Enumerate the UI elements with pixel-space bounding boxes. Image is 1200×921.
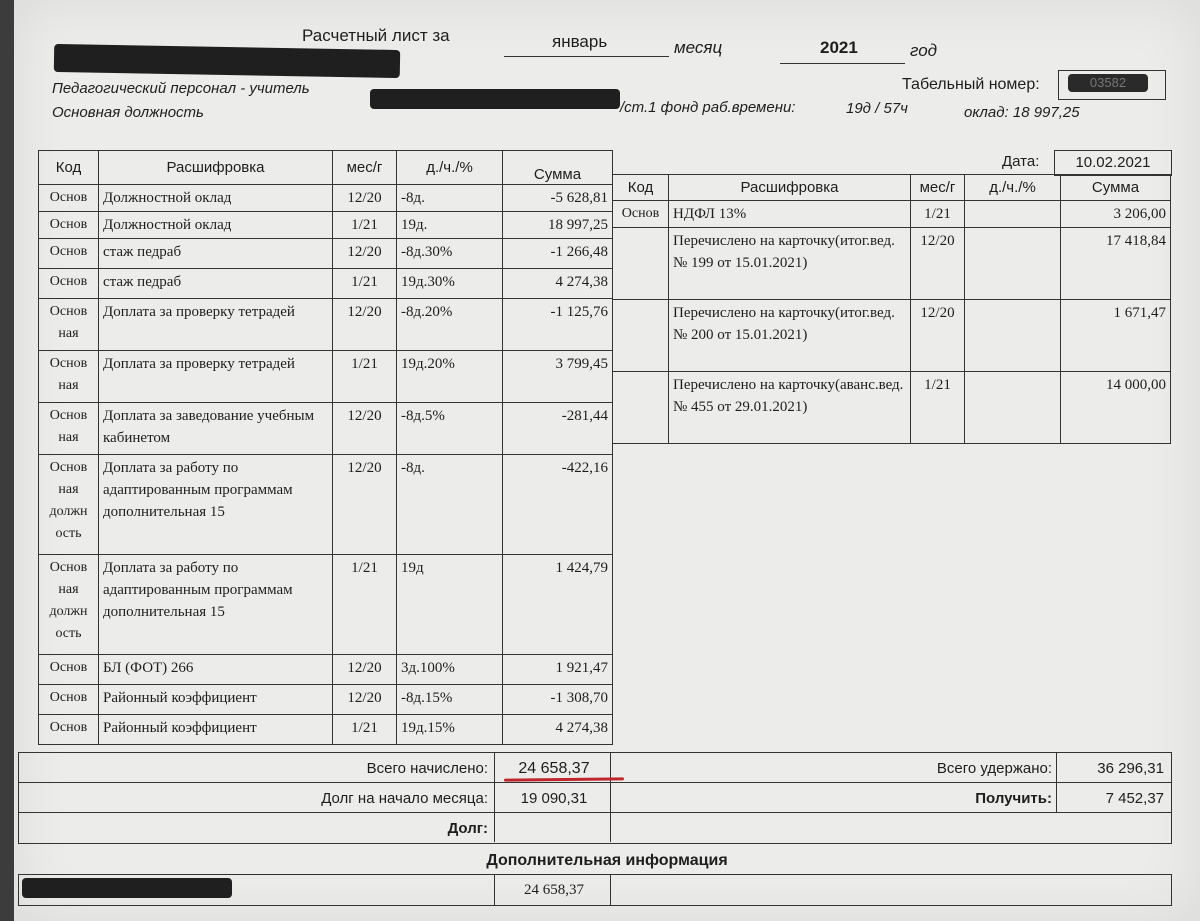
row-code: Основ bbox=[39, 212, 99, 239]
receive-label: Получить: bbox=[975, 790, 1052, 807]
row-sum: 3 206,00 bbox=[1061, 201, 1171, 228]
row-period: 1/21 bbox=[333, 715, 397, 745]
row-code: Основ bbox=[39, 685, 99, 715]
row-period: 12/20 bbox=[911, 300, 965, 372]
row-desc: Перечислено на карточку(итог.вед.№ 200 от 15.01.2021) bbox=[669, 300, 911, 372]
row-sum: 1 671,47 bbox=[1061, 300, 1171, 372]
row-sum: 18 997,25 bbox=[503, 212, 613, 239]
accrued-value: 24 658,37 bbox=[518, 760, 590, 777]
table-row bbox=[39, 685, 613, 715]
table-row bbox=[613, 228, 1171, 300]
row-period: 1/21 bbox=[333, 555, 397, 655]
row-sum: -5 628,81 bbox=[503, 185, 613, 212]
row-desc: БЛ (ФОТ) 266 bbox=[99, 655, 333, 685]
row-sum: 1 921,47 bbox=[503, 655, 613, 685]
col-sum: Сумма bbox=[1061, 175, 1171, 201]
row-period: 1/21 bbox=[911, 201, 965, 228]
accruals-header-row bbox=[39, 151, 613, 185]
row-sum: 3 799,45 bbox=[503, 351, 613, 403]
row-units: 19д. bbox=[397, 212, 503, 239]
row-units: -8д.30% bbox=[397, 239, 503, 269]
row-units bbox=[965, 228, 1061, 300]
debt-start-value: 19 090,31 bbox=[520, 790, 588, 807]
year-value: 2021 bbox=[820, 38, 858, 57]
row-code: Основ ная bbox=[39, 403, 99, 455]
table-row bbox=[39, 212, 613, 239]
position-line: Педагогический персонал - учитель bbox=[52, 80, 310, 97]
table-row bbox=[613, 300, 1171, 372]
totals-divider-1 bbox=[18, 782, 1172, 783]
additional-title: Дополнительная информация bbox=[486, 852, 728, 869]
row-desc: Доплата за проверку тетрадей bbox=[99, 351, 333, 403]
row-period: 12/20 bbox=[911, 228, 965, 300]
row-period: 12/20 bbox=[333, 655, 397, 685]
row-units bbox=[965, 201, 1061, 228]
withheld-value: 36 296,31 bbox=[1097, 760, 1164, 777]
row-units: -8д. bbox=[397, 185, 503, 212]
table-row bbox=[613, 201, 1171, 228]
month-value: январь bbox=[552, 32, 608, 51]
rate-info: /ст.1 фонд раб.времени: bbox=[620, 99, 796, 116]
title-prefix: Расчетный лист за bbox=[302, 26, 450, 45]
row-period: 12/20 bbox=[333, 239, 397, 269]
row-sum: -1 266,48 bbox=[503, 239, 613, 269]
row-sum: 14 000,00 bbox=[1061, 372, 1171, 444]
row-desc: Доплата за работу по адаптированным программам дополнительная 15 bbox=[99, 455, 333, 555]
table-row bbox=[39, 351, 613, 403]
timesheet-label: Табельный номер: bbox=[902, 76, 1040, 93]
row-desc: Доплата за заведование учебным кабинетом bbox=[99, 403, 333, 455]
row-desc: Доплата за работу по адаптированным программам дополнительная 15 bbox=[99, 555, 333, 655]
table-row bbox=[613, 372, 1171, 444]
totals-vline-1 bbox=[494, 752, 495, 842]
row-period: 12/20 bbox=[333, 299, 397, 351]
row-period: 12/20 bbox=[333, 455, 397, 555]
row-code: Основ bbox=[39, 715, 99, 745]
year-underline bbox=[780, 63, 905, 64]
table-row bbox=[39, 455, 613, 555]
main-position: Основная должность bbox=[52, 104, 204, 121]
table-row bbox=[39, 555, 613, 655]
table-row bbox=[39, 299, 613, 351]
row-code: Основ bbox=[39, 239, 99, 269]
row-desc: Должностной оклад bbox=[99, 212, 333, 239]
row-period: 12/20 bbox=[333, 403, 397, 455]
row-period: 12/20 bbox=[333, 685, 397, 715]
totals-divider-2 bbox=[18, 812, 1172, 813]
debt-label: Долг: bbox=[447, 820, 488, 837]
row-code bbox=[613, 228, 669, 300]
row-code: Основ bbox=[39, 655, 99, 685]
salary: оклад: 18 997,25 bbox=[964, 104, 1080, 121]
row-desc: Доплата за проверку тетрадей bbox=[99, 299, 333, 351]
totals-vline-2 bbox=[610, 752, 611, 842]
row-period: 1/21 bbox=[911, 372, 965, 444]
row-units: 19д.15% bbox=[397, 715, 503, 745]
col-code: Код bbox=[613, 175, 669, 201]
redacted-subject bbox=[370, 89, 620, 109]
redacted-additional-label bbox=[22, 878, 232, 898]
deductions-header-row bbox=[613, 175, 1171, 201]
row-desc: стаж педраб bbox=[99, 269, 333, 299]
row-sum: -281,44 bbox=[503, 403, 613, 455]
row-sum: 17 418,84 bbox=[1061, 228, 1171, 300]
row-sum: -422,16 bbox=[503, 455, 613, 555]
timesheet-number: 03582 bbox=[1068, 74, 1148, 92]
row-code: Основ ная должн ость bbox=[39, 555, 99, 655]
row-sum: 1 424,79 bbox=[503, 555, 613, 655]
col-units: д./ч./% bbox=[397, 151, 503, 185]
col-period: мес/г bbox=[911, 175, 965, 201]
row-code: Основ bbox=[613, 201, 669, 228]
row-units: -8д.15% bbox=[397, 685, 503, 715]
receive-value: 7 452,37 bbox=[1105, 790, 1164, 807]
additional-vline-2 bbox=[610, 874, 611, 905]
row-sum: 4 274,38 bbox=[503, 715, 613, 745]
table-row bbox=[39, 239, 613, 269]
row-period: 1/21 bbox=[333, 351, 397, 403]
col-period: мес/г bbox=[333, 151, 397, 185]
row-units: -8д. bbox=[397, 455, 503, 555]
row-desc: Перечислено на карточку(аванс.вед.№ 455 от 29.01.2021) bbox=[669, 372, 911, 444]
debt-start-label: Долг на начало месяца: bbox=[321, 790, 488, 807]
table-row bbox=[39, 655, 613, 685]
month-underline bbox=[504, 56, 669, 57]
row-code bbox=[613, 372, 669, 444]
withheld-label: Всего удержано: bbox=[936, 760, 1052, 777]
additional-value: 24 658,37 bbox=[524, 882, 584, 898]
row-desc: стаж педраб bbox=[99, 239, 333, 269]
col-units: д./ч./% bbox=[965, 175, 1061, 201]
row-units: 3д.100% bbox=[397, 655, 503, 685]
redacted-name bbox=[54, 44, 400, 78]
row-desc: Перечислено на карточку(итог.вед.№ 199 от 15.01.2021) bbox=[669, 228, 911, 300]
row-units bbox=[965, 300, 1061, 372]
row-units: 19д bbox=[397, 555, 503, 655]
row-units: -8д.20% bbox=[397, 299, 503, 351]
col-sum: Сумма bbox=[503, 151, 613, 185]
row-units: 19д.30% bbox=[397, 269, 503, 299]
row-sum: 4 274,38 bbox=[503, 269, 613, 299]
work-time: 19д / 57ч bbox=[846, 100, 908, 117]
table-row bbox=[39, 269, 613, 299]
row-desc: Районный коэффициент bbox=[99, 715, 333, 745]
row-units bbox=[965, 372, 1061, 444]
row-code bbox=[613, 300, 669, 372]
row-code: Основ ная bbox=[39, 299, 99, 351]
table-row bbox=[39, 715, 613, 745]
accruals-table bbox=[38, 150, 613, 745]
payslip-sheet bbox=[14, 0, 1200, 921]
row-desc: Районный коэффициент bbox=[99, 685, 333, 715]
row-period: 1/21 bbox=[333, 212, 397, 239]
table-row bbox=[39, 185, 613, 212]
row-units: -8д.5% bbox=[397, 403, 503, 455]
col-desc: Расшифровка bbox=[669, 175, 911, 201]
row-code: Основ ная bbox=[39, 351, 99, 403]
year-label: год bbox=[910, 41, 938, 60]
row-period: 1/21 bbox=[333, 269, 397, 299]
row-sum: -1 125,76 bbox=[503, 299, 613, 351]
row-desc: НДФЛ 13% bbox=[669, 201, 911, 228]
col-desc: Расшифровка bbox=[99, 151, 333, 185]
table-row bbox=[39, 403, 613, 455]
accrued-label: Всего начислено: bbox=[366, 760, 488, 777]
row-period: 12/20 bbox=[333, 185, 397, 212]
totals-vline-3 bbox=[1056, 752, 1057, 812]
row-desc: Должностной оклад bbox=[99, 185, 333, 212]
deductions-table bbox=[612, 174, 1171, 444]
row-units: 19д.20% bbox=[397, 351, 503, 403]
date-label: Дата: bbox=[1002, 153, 1040, 170]
date-value: 10.02.2021 bbox=[1054, 150, 1172, 176]
row-code: Основ bbox=[39, 185, 99, 212]
additional-vline-1 bbox=[494, 874, 495, 905]
row-code: Основ bbox=[39, 269, 99, 299]
row-sum: -1 308,70 bbox=[503, 685, 613, 715]
row-code: Основ ная должн ость bbox=[39, 455, 99, 555]
col-code: Код bbox=[39, 151, 99, 185]
month-label: месяц bbox=[674, 38, 723, 57]
